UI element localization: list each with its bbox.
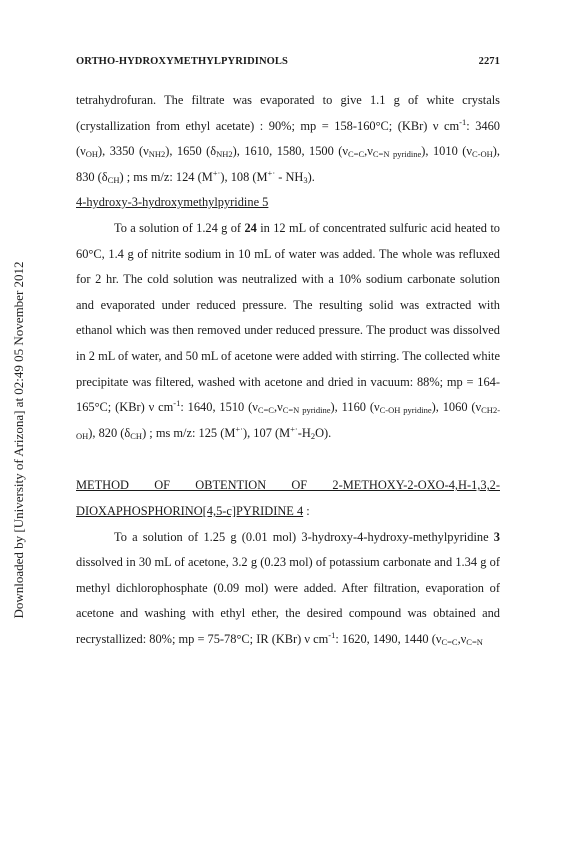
download-watermark-text: Downloaded by [University of Arizona] at 02:49 05 November 2012 xyxy=(11,261,26,619)
page-number: 2271 xyxy=(478,56,500,67)
paragraph-compound-5-synthesis: To a solution of 1.24 g of 24 in 12 mL of concentrated sulfuric acid heated to 60°C, 1.4 g of nitrite sodium in 10 mL of water was added. The whole was refluxed for 2 hr. The cold solution was neutralized with a 10% sodium carbonate solution and evaporated under reduced pressure. The resulting solid was extracted with ethanol which was then removed under reduced pressure. The product was dissolved in 2 mL of water, and 50 mL of acetone were added with stirring. The collected white precipitate was filtered, washed with acetone and dried in vacuum: 88%; mp = 164-165°C; (KBr) ν $cm^{-1}$: 1640, 1510 $(\nu_{C=C},\nu_{C=N pyridine})$, 1160 $(\nu_{C-OH pyridine})$, 1060 $(\nu_{CH2-OH})$, 820 $(\delta_{CH})$ ; ms m/z: 125 (M+·), 107 $(M^{+\cdot}-H_2O)$. xyxy=(76,220,501,441)
paragraph-compound-4-synthesis: To a solution of 1.25 g (0.01 mol) 3-hydroxy-4-hydroxy-methylpyridine 3 dissolved in 30 mL of acetone, 3.2 g (0.23 mol) of potassium carbonate and 1.34 g of methyl dichlorophosphate (0.09 mol) were added. After filtration, evaporation of acetone and washing with ethyl ether, the desired compound was obtained and recrystallized: 80%; mp = 75-78°C; IR (KBr) ν $cm^{-1}$: 1620, 1490, 1440 ($\nu_{C=C},\nu_{C=N}$ xyxy=(76,529,500,647)
running-header xyxy=(76,56,500,67)
running-title: ORTHO-HYDROXYMETHYLPYRIDINOLS xyxy=(76,56,288,67)
section-gap xyxy=(76,446,500,473)
section-heading-compound-5: 4-hydroxy-3-hydroxymethylpyridine 5 xyxy=(76,195,269,210)
page-body xyxy=(76,88,500,652)
paragraph-ir-data-continued: tetrahydrofuran. The filtrate was evaporated to give 1.1 g of white crystals (crystallization from ethyl acetate) : 90%; mp = 158-160°C; (KBr) ν $cm^{-1}$: 3460 $(\nu_{OH})$, 3350 $(\nu_{NH2})$, 1650 $(\delta_{NH2})$, 1610, 1580, 1500 $(\nu_{C=C},\nu_{C=N pyridine})$, 1010 $(\nu_{C-OH})$, 830 $(\delta_{CH})$ ; ms m/z: 124 (M+·), 108 $(M^{+\cdot} - NH_3)$. xyxy=(76,93,500,185)
section-heading-method-compound-4: METHOD OF OBTENTION OF 2-METHOXY-2-OXO-4,H-1,3,2-DIOXAPHOSPHORINO[4,5-c]PYRIDINE 4 : xyxy=(76,478,500,518)
